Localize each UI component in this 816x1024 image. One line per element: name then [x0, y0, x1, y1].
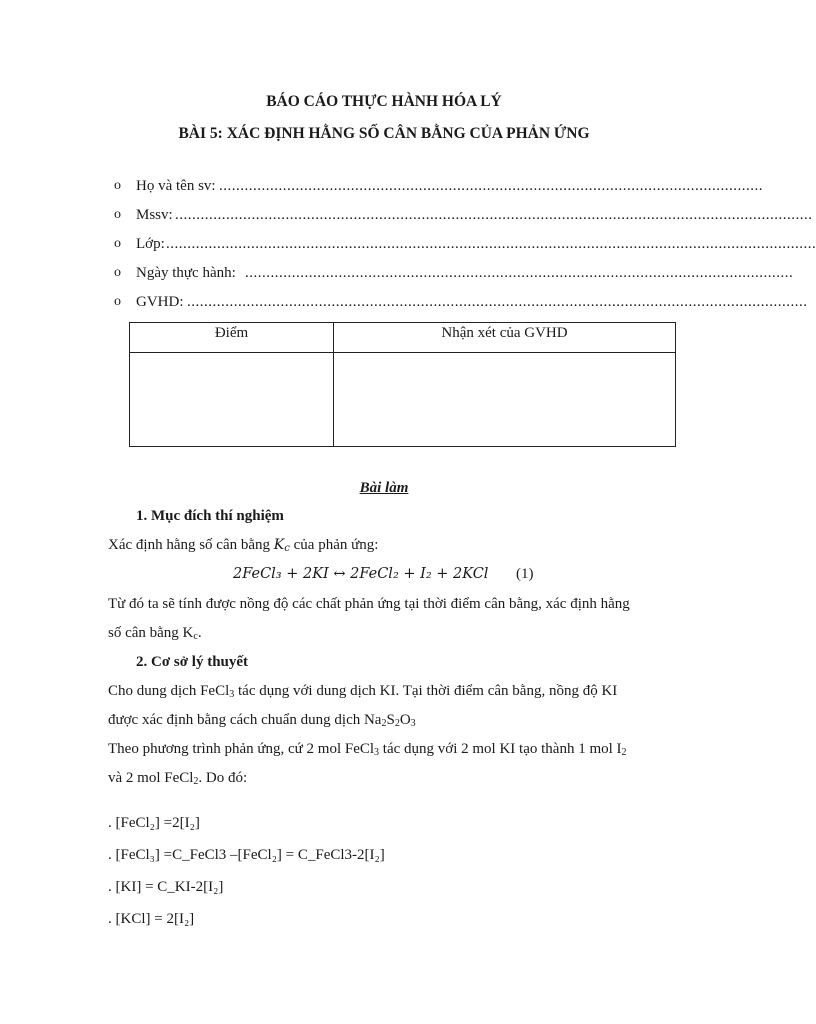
kc-subscript: c [284, 543, 290, 554]
theory-text: . Do đó: [198, 770, 248, 786]
comment-cell[interactable] [334, 353, 676, 447]
theory-text: S [386, 712, 395, 728]
field-label-instructor: GVHD: [136, 294, 184, 310]
paragraph-text: . [197, 625, 202, 641]
fill-in-line: ................................................................................................................................ [219, 178, 763, 194]
theory-line-3 [108, 741, 627, 758]
theory-text: O [399, 712, 411, 728]
theory-text: tác dụng với 2 mol KI tạo thành 1 mol I [379, 741, 622, 757]
theory-text: Theo phương trình phản ứng, cứ 2 mol FeCl [108, 741, 375, 757]
fill-in-line: ......................................................................................................................................................... [166, 236, 816, 252]
theory-text: tác dụng với dung dịch KI. Tại thời điểm cân bằng, nồng độ KI [234, 683, 618, 699]
subscript: 2 [193, 776, 199, 787]
comment-header: Nhận xét của GVHD [334, 323, 676, 353]
report-title: BÁO CÁO THỰC HÀNH HÓA LÝ [266, 93, 502, 110]
theory-line-2 [108, 712, 416, 729]
table-header-row [130, 323, 676, 353]
objective-paragraph-line-2 [108, 625, 202, 642]
objective-paragraph-line-1: Từ đó ta sẽ tính được nồng độ các chất phản ứng tại thời điểm cân bằng, xác định hằng [108, 596, 630, 612]
section-1-heading: 1. Mục đích thí nghiệm [136, 508, 284, 524]
work-title: Bài làm [359, 480, 409, 496]
field-label-student-name: Họ và tên sv: [136, 178, 216, 194]
subscript: 2 [621, 747, 627, 758]
field-label-practice-date: Ngày thực hành: [136, 265, 236, 281]
theory-text: và 2 mol FeCl [108, 770, 194, 786]
kc-letter: K [273, 537, 285, 553]
theory-line-4 [108, 770, 247, 787]
formula-line: . [KI] = C_KI-2[I₂] [108, 879, 224, 895]
info-field [0, 236, 816, 258]
theory-text: được xác định bằng cách chuẩn dung dịch Na [108, 712, 382, 728]
bullet-icon: o [114, 294, 121, 309]
bullet-icon: o [114, 178, 121, 193]
section-2-heading: 2. Cơ sở lý thuyết [136, 654, 249, 670]
bullet-icon: o [114, 265, 121, 280]
bullet-icon: o [114, 207, 121, 222]
field-label-student-id: Mssv: [136, 207, 173, 223]
info-field [0, 294, 808, 316]
intro-text-after: của phản ứng: [289, 537, 379, 553]
formula-line: . [FeCl₂] =2[I₂] [108, 815, 200, 831]
lab-title: BÀI 5: XÁC ĐỊNH HẰNG SỐ CÂN BẰNG CỦA PHẢN ỨNG [178, 125, 590, 142]
score-cell[interactable] [130, 353, 334, 447]
theory-line-1 [108, 683, 617, 700]
formula-line: . [KCl] = 2[I₂] [108, 911, 195, 927]
fill-in-line: .................................................................................................................................................. [187, 294, 808, 310]
info-field [0, 178, 768, 200]
paragraph-text: số cân bằng K [108, 625, 194, 641]
subscript: 2 [394, 718, 400, 729]
kc-subscript: c [193, 631, 198, 642]
intro-text-before: Xác định hằng số cân bằng [108, 537, 274, 553]
formula-line: . [FeCl₃] =C_FeCl3 –[FeCl₂] = C_FeCl3-2[I₂] [108, 847, 385, 863]
info-field [0, 265, 794, 287]
info-field [0, 207, 813, 229]
reaction-equation: 2FeCl₃ + 2KI ↔ 2FeCl₂ + I₂ + 2KCl [233, 566, 489, 582]
grade-table [129, 322, 676, 447]
table-row [130, 353, 676, 447]
subscript: 2 [381, 718, 387, 729]
score-header: Điểm [130, 323, 334, 353]
fill-in-line: ................................................................................................................................. [245, 265, 794, 281]
kc-symbol [274, 537, 290, 553]
objective-intro [108, 537, 378, 554]
theory-text: Cho dung dịch FeCl [108, 683, 230, 699]
subscript: 3 [410, 718, 416, 729]
subscript: 3 [374, 747, 380, 758]
bullet-icon: o [114, 236, 121, 251]
field-label-class: Lớp: [136, 236, 165, 252]
fill-in-line: ...................................................................................................................................................... [175, 207, 813, 223]
subscript: 3 [229, 689, 235, 700]
equation-number: (1) [516, 566, 534, 582]
